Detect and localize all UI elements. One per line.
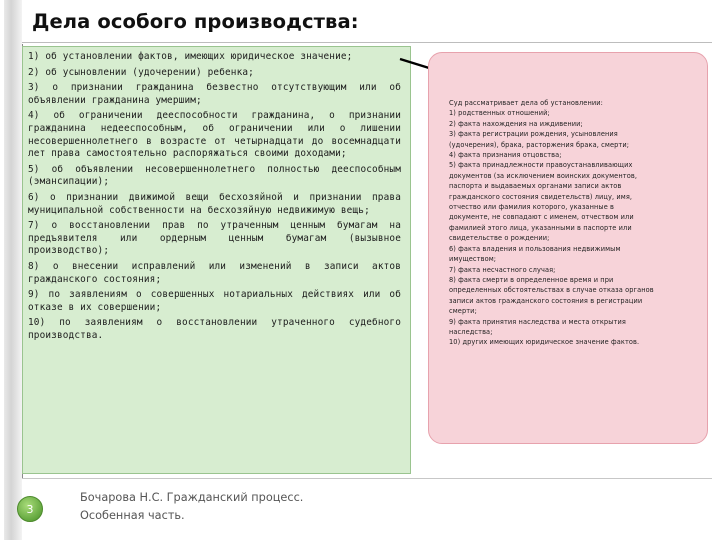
fact-line: записи актов гражданского состояния в регистрации xyxy=(449,296,643,305)
fact-line: 2) факта нахождения на иждивении; xyxy=(449,119,583,128)
fact-line: 9) факта принятия наследства и места открытия xyxy=(449,317,626,326)
fact-line: свидетельстве о рождении; xyxy=(449,234,550,243)
fact-line: отчество или фамилия которого, указанные в xyxy=(449,203,615,212)
proceeding-item: 3) о признании гражданина безвестно отсутствующим или об объявлении гражданина умершим; xyxy=(28,82,401,106)
fact-line: смерти; xyxy=(449,307,477,316)
footer-divider xyxy=(22,478,712,479)
fact-line: паспорта и выдаваемых органами записи актов xyxy=(449,182,622,191)
page-number-badge: 3 xyxy=(17,496,43,522)
proceedings-list xyxy=(28,51,401,345)
proceeding-item: 2) об усыновлении (удочерении) ребенка; xyxy=(28,66,254,78)
proceeding-item: 8) о внесении исправлений или изменений в записи актов гражданского состояния; xyxy=(28,260,401,285)
footer-citation xyxy=(80,489,303,525)
proceeding-item: 5) об объявлении несовершеннолетнего полностью дееспособным (эмансипации); xyxy=(28,163,401,188)
footer-line-1: Бочарова Н.С. Гражданский процесс. xyxy=(80,491,304,504)
fact-line: 1) родственных отношений; xyxy=(449,109,550,118)
facts-info-text xyxy=(449,98,703,348)
fact-line: гражданского состояния свидетельств) лицу, имя, xyxy=(449,192,633,201)
fact-line: фамилией этого лица, указанными в паспорте или xyxy=(449,223,632,232)
fact-line: Суд рассматривает дела об установлении: xyxy=(449,99,603,107)
fact-line: 5) факта принадлежности правоустанавливающих xyxy=(449,161,633,170)
proceeding-item: 10) по заявлениям о восстановлении утраченного судебного производства. xyxy=(28,317,401,341)
proceeding-item: 7) о восстановлении прав по утраченным ценным бумагам на предъявителя или ордерным ценным бумагам (вызывное производство); xyxy=(28,220,401,257)
proceeding-item: 1) об установлении фактов, имеющих юридическое значение; xyxy=(28,51,353,62)
fact-line: документов (за исключением воинских документов, xyxy=(449,171,638,180)
fact-line: определенных обстоятельствах в случае отказа органов xyxy=(449,286,654,295)
fact-line: 10) других имеющих юридическое значение фактов. xyxy=(449,338,640,347)
fact-line: 4) факта признания отцовства; xyxy=(449,151,562,160)
title-divider xyxy=(22,42,712,43)
fact-line: наследства; xyxy=(449,327,493,336)
footer-line-2: Особенная часть. xyxy=(80,509,185,522)
fact-line: 8) факта смерти в определенное время и при xyxy=(449,275,614,284)
proceeding-item: 6) о признании движимой вещи бесхозяйной и признании права муниципальной собственности на бесхозяйную недвижимую вещь; xyxy=(28,191,401,216)
proceeding-item: 4) об ограничении дееспособности гражданина, о признании гражданина недееспособным, об ограничении или о лишении несовершеннолетнего в возрасте от четырнадцати до восемнадцати лет права самостоятельно распоряжаться своими доходами; xyxy=(28,110,401,160)
fact-line: 3) факта регистрации рождения, усыновления xyxy=(449,130,618,139)
proceeding-item: 9) по заявлениям о совершенных нотариальных действиях или об отказе в их совершении; xyxy=(28,289,401,313)
slide-title: Дела особого производства: xyxy=(32,10,359,33)
fact-line: (удочерения), брака, расторжения брака, смерти; xyxy=(449,140,630,149)
fact-line: имуществом; xyxy=(449,255,497,264)
fact-line: 6) факта владения и пользования недвижимым xyxy=(449,244,621,253)
decorative-left-border xyxy=(4,0,22,540)
fact-line: документе, не совпадают с именем, отчеством или xyxy=(449,213,634,222)
fact-line: 7) факта несчастного случая; xyxy=(449,265,556,274)
